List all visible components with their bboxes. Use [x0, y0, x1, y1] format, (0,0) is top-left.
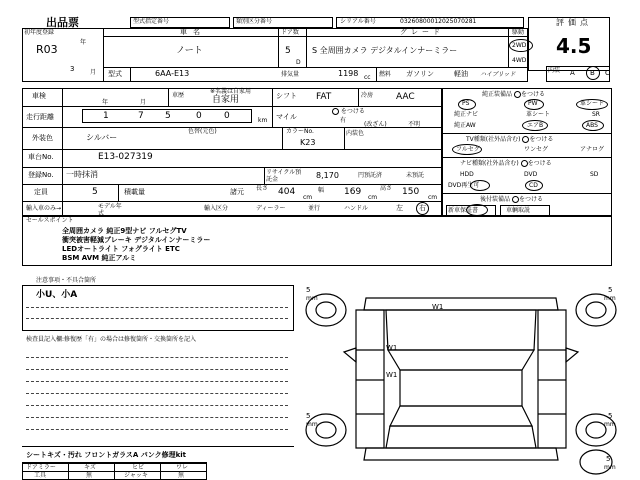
serial-value: 03260800012025070281: [400, 18, 477, 25]
tv-oneseg: ワンセグ: [524, 146, 549, 153]
mileage-digit-3: 5: [165, 111, 171, 121]
shift-label: シフト: [276, 92, 297, 100]
doors-d: D: [296, 59, 301, 66]
model-value: 6AA-E13: [155, 69, 190, 78]
cc-label: cc: [364, 74, 371, 81]
category-label: 類別区分番号: [236, 18, 273, 25]
footer-tools: 工具: [34, 472, 47, 479]
equip-pw: PW: [528, 100, 538, 107]
mile-opt-2: (改ざん): [364, 121, 387, 128]
equipment-title: 純正装備品 をつける: [482, 91, 545, 98]
import-label: 輸入車のみ→: [26, 205, 62, 212]
mile-opt-1: 有: [340, 117, 347, 124]
nav-title: ナビ種類(社外品含む) をつける: [460, 160, 552, 167]
height-value: 150: [402, 187, 420, 197]
mileage-label: 走行距離: [26, 113, 54, 121]
height-cm: cm: [428, 194, 438, 201]
fuel-gas: ガソリン: [406, 70, 434, 78]
reg-value: 一時抹消: [66, 170, 98, 179]
tire-rr-depth: 5: [608, 412, 613, 420]
equip-airbag: エアB: [527, 122, 544, 129]
width-cm: cm: [368, 194, 378, 201]
shift-value: FAT: [316, 92, 332, 102]
bottom-note: シートキズ・汚れ フロントガラスA パンク修理kit: [26, 451, 186, 459]
diagram-mark-3: W1: [386, 371, 398, 379]
history-label: 車歴: [172, 92, 185, 99]
color-change-label: 色替(元色): [188, 128, 217, 135]
mileage-digit-2: 7: [138, 111, 144, 121]
notes-label: 注意事項・不具合箇所: [36, 277, 97, 284]
capacity-label: 定員: [34, 188, 48, 196]
sales-line-2: 衝突被害軽減ブレーキ デジタルインナーミラー: [62, 236, 211, 244]
footer-none-2: 無: [178, 472, 185, 479]
width-label: 幅: [318, 187, 325, 194]
recycle-label: リサイクル預託金: [266, 169, 302, 183]
car-damage-diagram: [296, 280, 626, 480]
inspection-year: 年: [102, 99, 109, 106]
sales-points-label: セールスポイント: [26, 217, 74, 224]
equip-aw: 純正AW: [454, 122, 476, 129]
after-title: 後付装備品 をつける: [480, 196, 543, 203]
tire-fr-mm: mm: [604, 295, 616, 302]
inspection-label: 車検: [32, 92, 46, 100]
tire-fl-mm: mm: [306, 295, 318, 302]
fuel-diesel: 軽油: [454, 70, 468, 78]
equip-nav: 純正ナビ: [454, 111, 479, 118]
handle-right: 右: [419, 204, 426, 212]
footer-mirror: ドアミラー: [26, 464, 56, 471]
equip-leather-1: 革シート: [580, 100, 605, 107]
interior-a: A: [570, 69, 575, 77]
ac-value: AAC: [396, 92, 415, 102]
recycle-value: 8,170: [316, 171, 339, 180]
interior-c: C: [605, 69, 610, 77]
mile-label: マイル: [276, 113, 297, 121]
capacity-value: 5: [92, 187, 98, 197]
km-unit: km: [258, 117, 268, 124]
displacement-label: 排気量: [281, 71, 300, 78]
length-cm: cm: [303, 194, 313, 201]
parallel-label: 並行: [308, 205, 321, 212]
tv-analog: アナログ: [580, 146, 605, 153]
nav-dvd: DVD: [524, 171, 538, 178]
inspection-month: 月: [140, 99, 147, 106]
drive-label: 駆動: [512, 29, 525, 36]
handle-label: ハンドル: [344, 205, 369, 212]
tv-title: TV種類(社外品含む) をつける: [466, 136, 554, 143]
equip-ps: PS: [462, 100, 470, 107]
month-value: 3: [70, 65, 75, 73]
tire-rr-mm: mm: [604, 421, 616, 428]
drive-2wd: 2WD: [512, 42, 527, 49]
recycle-unpaid: 未預託: [406, 172, 425, 179]
footer-jack: ジャッキ: [124, 472, 148, 479]
sheet-title: 出品票: [46, 16, 79, 29]
model-year-label: モデル年式: [98, 203, 122, 217]
recycle-status: 円預託済: [358, 172, 383, 179]
interior-color-label: 内装色: [346, 130, 365, 137]
serial-label: シリアル番号: [340, 18, 376, 25]
sales-line-1: 全周囲カメラ 純正9型ナビ フルセグTV: [62, 227, 187, 235]
inspector-label: 検査員記入欄:修復歴「有」の場合は修復箇所・交換箇所を記入: [26, 336, 197, 343]
mile-opt-3: 不明: [408, 121, 421, 128]
doors-label: ドア数: [281, 29, 299, 36]
fuel-label: 燃料: [379, 71, 392, 78]
tire-spare-depth: 5: [606, 455, 611, 463]
exterior-value: シルバー: [86, 133, 118, 142]
equip-leather-2: 革シート: [526, 111, 551, 118]
nav-hdd: HDD: [460, 171, 474, 178]
first-reg-era: R03: [36, 43, 58, 56]
exterior-label: 外装色: [32, 134, 53, 142]
footer-crack: ヒビ: [132, 464, 145, 471]
nav-sd: SD: [590, 171, 599, 178]
length-label: 長さ: [256, 185, 269, 192]
equip-abs: ABS: [586, 122, 598, 129]
size-label: 諸元: [230, 188, 244, 196]
length-value: 404: [278, 187, 296, 197]
usage-note: ※名義は自家用: [210, 88, 252, 95]
height-label: 高さ: [380, 185, 393, 192]
footer-none-1: 無: [86, 472, 93, 479]
diagram-mark-2: W1: [386, 344, 398, 352]
doors-value: 5: [285, 46, 291, 56]
nav-cd: CD: [529, 182, 538, 189]
width-value: 169: [344, 187, 362, 197]
tire-rl-mm: mm: [306, 421, 318, 428]
import-class-label: 輸入区分: [204, 205, 229, 212]
footer-scratch: キズ: [84, 464, 96, 471]
ac-label: 冷房: [361, 92, 374, 99]
grade-label: グレード: [400, 28, 444, 36]
type-designation-label: 型式指定番号: [133, 18, 170, 25]
handle-left: 左: [396, 204, 403, 212]
displacement-value: 1198: [338, 69, 359, 78]
fuel-hybrid: ハイブリッド: [480, 71, 516, 78]
interior-label: 内装: [548, 67, 561, 74]
first-reg-label: 初年度登録: [24, 29, 55, 36]
manual: 車輌取説: [506, 207, 531, 214]
notes-text: 小U、小A: [36, 290, 78, 300]
sales-line-3: LEDオートライト フォグライト ETC: [62, 245, 180, 253]
reg-label: 登録No.: [28, 171, 54, 179]
mileage-digit-5: 0: [224, 111, 230, 121]
drive-4wd: 4WD: [512, 57, 527, 64]
car-name-label: 車名: [180, 28, 206, 36]
dealer-label: ディーラー: [256, 205, 286, 212]
new-car-warranty: 新車保証書: [448, 207, 479, 214]
grade-value: S 全周囲カメラ デジタルインナーミラー: [312, 46, 458, 55]
score-value: 4.5: [556, 34, 592, 58]
diagram-mark-1: W1: [432, 303, 444, 311]
year-unit: 年: [80, 39, 87, 46]
tire-spare-mm: mm: [604, 464, 616, 471]
equip-sr: SR: [592, 111, 600, 118]
mileage-digit-1: 1: [103, 111, 109, 121]
vehicle-table: [22, 88, 442, 216]
sales-line-4: BSM AVM 純正アルミ: [62, 254, 137, 262]
usage-value: 自家用: [212, 95, 240, 105]
color-code-label: カラーNo.: [286, 128, 314, 135]
score-label: 評価点: [556, 18, 592, 27]
tire-fr-depth: 5: [608, 286, 613, 294]
tire-rl-depth: 5: [306, 412, 311, 420]
car-name: ノート: [176, 46, 203, 56]
nav-dvd-play: DVD再生可: [448, 182, 480, 189]
chassis-label: 車台No.: [28, 153, 54, 161]
load-label: 積載量: [124, 188, 145, 196]
color-code-value: K23: [300, 138, 316, 147]
chassis-value: E13-027319: [98, 152, 153, 162]
mile-note: をつける: [332, 108, 365, 115]
interior-b: B: [590, 69, 595, 77]
tire-fl-depth: 5: [306, 286, 311, 294]
month-unit: 月: [90, 69, 97, 76]
footer-break: ワレ: [176, 464, 189, 471]
mileage-digit-4: 0: [196, 111, 202, 121]
model-label: 型式: [108, 70, 122, 78]
tv-fullseg: フルセグ: [456, 146, 480, 153]
